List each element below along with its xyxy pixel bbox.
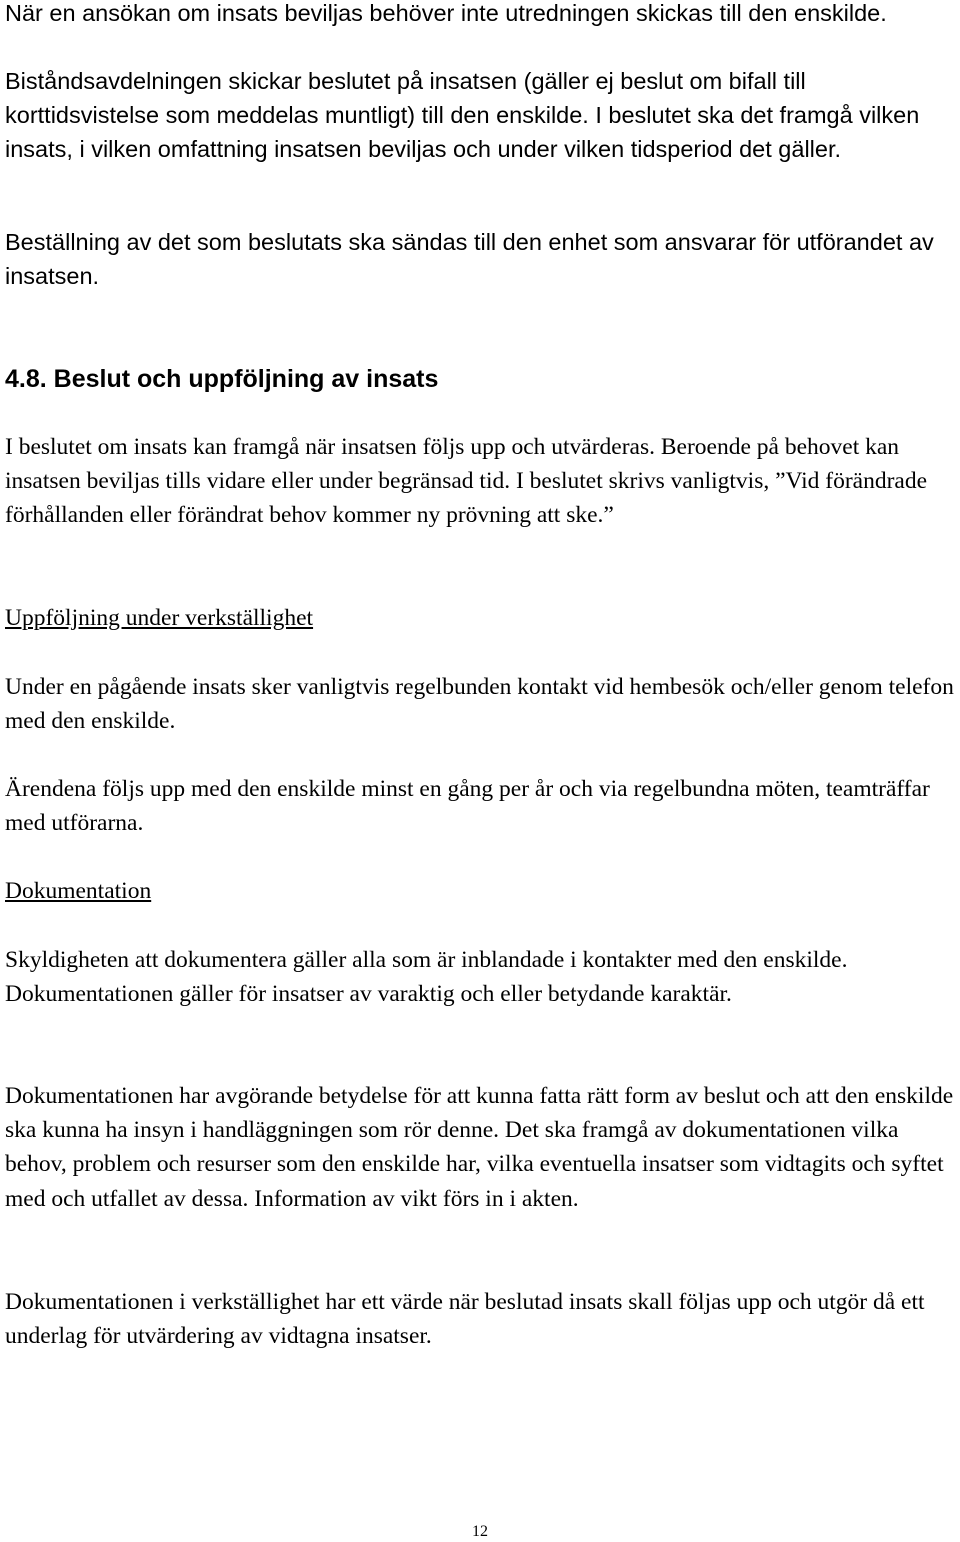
section-paragraph-6: Dokumentationen i verkställighet har ett värde när beslutad insats skall följas upp och utgör då ett underlag för utvärdering av vidtagna insatser.	[5, 1289, 925, 1350]
subheading-follow-up: Uppföljning under verkställighet	[5, 605, 314, 631]
intro-paragraph-1: När en ansökan om insats beviljas behöver inte utredningen skickas till den enskilde.	[5, 0, 887, 26]
section-paragraph-1: I beslutet om insats kan framgå när insatsen följs upp och utvärderas. Beroende på behovet kan insatsen beviljas tills vidare eller under begränsad tid. I beslutet skrivs vanligtvis, ”Vid förändrade förhållanden eller förändrat behov kommer ny prövning att ske.”	[5, 434, 928, 529]
section-paragraph-5: Dokumentationen har avgörande betydelse för att kunna fatta rätt form av beslut och att den enskilde ska kunna ha insyn i handläggningen som rör denne. Det ska framgå av dokumentationen vilka behov, problem och resurser som den enskilde har, vilka eventuella insatser som vidtagits och syftet med och utfallet av dessa. Information av vikt förs in i akten.	[5, 1083, 954, 1212]
subheading-documentation: Dokumentation	[5, 878, 152, 904]
intro-paragraph-3: Beställning av det som beslutats ska sändas till den enhet som ansvarar för utförandet av insatsen.	[5, 229, 934, 290]
section-paragraph-3: Ärendena följs upp med den enskilde minst en gång per år och via regelbundna möten, teamträffar med utförarna.	[5, 776, 930, 837]
section-paragraph-2: Under en pågående insats sker vanligtvis regelbunden kontakt vid hembesök och/eller genom telefon med den enskilde.	[5, 674, 954, 735]
intro-paragraph-2: Biståndsavdelningen skickar beslutet på insatsen (gäller ej beslut om bifall till korttidsvistelse som meddelas muntligt) till den enskilde. I beslutet ska det framgå vilken insats, i vilken omfattning insatsen beviljas och under vilken tidsperiod det gäller.	[5, 68, 920, 163]
page-number: 12	[472, 1523, 488, 1540]
section-heading: 4.8. Beslut och uppföljning av insats	[5, 365, 439, 393]
section-paragraph-4: Skyldigheten att dokumentera gäller alla som är inblandade i kontakter med den enskilde. Dokumentationen gäller för insatser av varaktig och eller betydande karaktär.	[5, 947, 848, 1008]
